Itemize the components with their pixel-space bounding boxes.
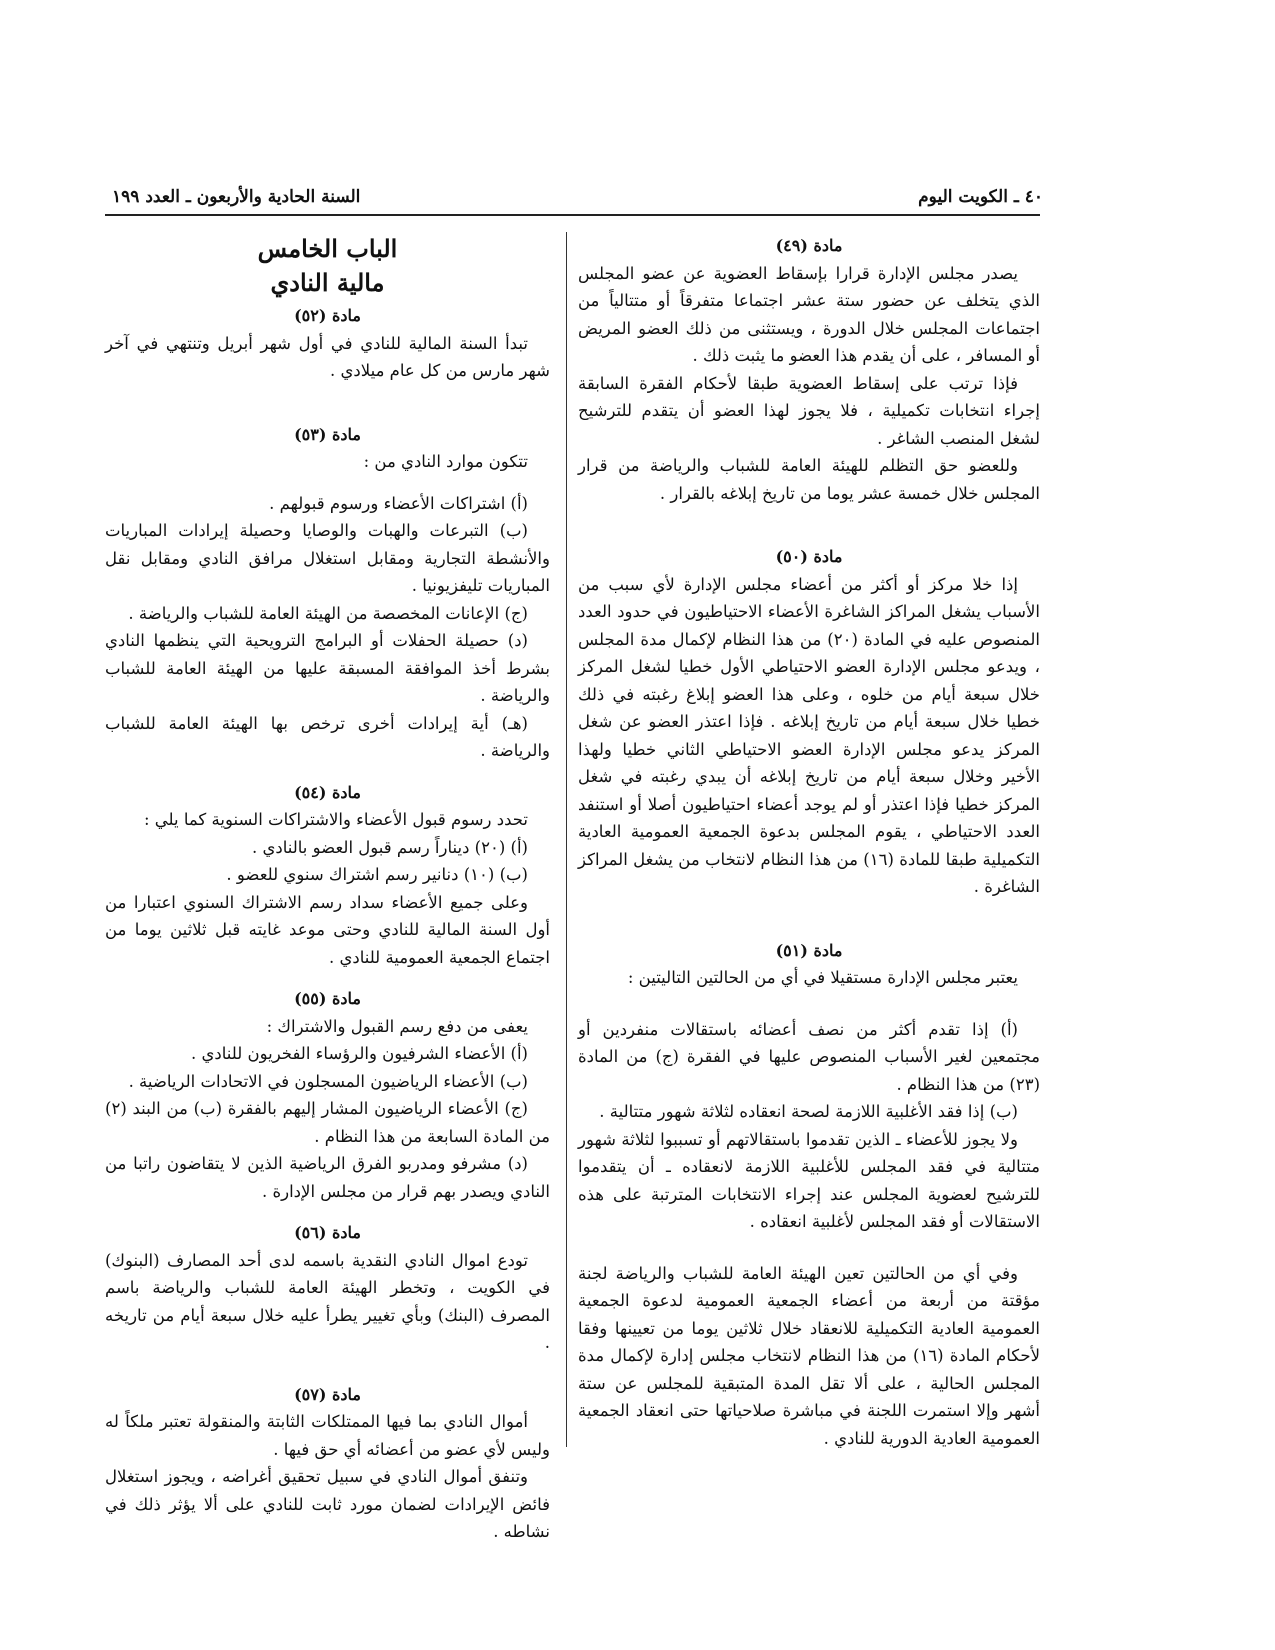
article-53-item-b: (ب) التبرعات والهبات والوصايا وحصيلة إيرادات المباريات والأنشطة التجارية ومقابل استغلال مرافق النادي ومقابل نقل المباريات تليفزيونيا . [105,521,550,595]
article-54-item-a: (أ) (٢٠) ديناراً رسم قبول العضو بالنادي . [251,837,528,857]
article-49-title: مادة (٤٩) [775,236,843,255]
article-51-paragraph: وفي أي من الحالتين تعين الهيئة العامة للشباب والرياضة لجنة مؤقتة من أربعة من أعضاء الجمعية العمومية لدعوة الجمعية العمومية العادية التكميلية للانعقاد خلال ثلاثين يوما من تعيينها وفقا لأحكام المادة (١٦) من هذا النظام لانتخاب مجلس إدارة لإكمال مدة المجلس الحالية ، على ألا تقل المدة المتبقية للمجلس عن ستة أشهر وإلا استمرت اللجنة في مباشرة صلاحياتها حتى انعقاد الجمعية العمومية العادية الدورية للنادي . [578,1263,1040,1448]
article-54-item-b: (ب) (١٠) دنانير رسم اشتراك سنوي للعضو . [226,865,528,884]
article-55-intro: يعفى من دفع رسم القبول والاشتراك : [266,1016,528,1036]
article-54-paragraph: وعلى جميع الأعضاء سداد رسم الاشتراك السنوي اعتبارا من أول السنة المالية للنادي وحتى موعد غايته قبل ثلاثين يوما من اجتماع الجمعية العمومية للنادي . [105,892,550,967]
article-53-item-a: (أ) اشتراكات الأعضاء ورسوم قبولهم . [269,493,528,513]
article-57-title: مادة (٥٧) [294,1384,361,1404]
article-49-paragraph: وللعضو حق التظلم للهيئة العامة للشباب والرياضة من قرار المجلس خلال خمسة عشر يوما من تاريخ إبلاغه بالقرار . [578,456,1040,503]
article-49-paragraph: يصدر مجلس الإدارة قرارا بإسقاط العضوية عن عضو المجلس الذي يتخلف عن حضور ستة عشر اجتماعا متفرقاً أو متتالياً من اجتماعات المجلس خلال الدورة ، ويستثنى من ذلك العضو المريض أو المسافر ، على أن يقدم هذا العضو ما يثبت ذلك . [578,263,1040,365]
article-51-item-a: (أ) إذا تقدم أكثر من نصف أعضائه باستقالات منفردين أو مجتمعين لغير الأسباب المنصوص عليها في الفقرة (ج) من المادة (٢٣) من هذا النظام . [578,1019,1040,1094]
article-53-title: مادة (٥٣) [294,424,361,444]
article-53-item-e: (هـ) أية إيرادات أخرى ترخص بها الهيئة العامة للشباب والرياضة . [105,713,550,760]
article-55-item-d: (د) مشرفو ومدربو الفرق الرياضية الذين لا يتقاضون راتبا من النادي ويصدر بهم قرار من مجلس الإدارة . [105,1154,550,1201]
article-54-title: مادة (٥٤) [294,782,361,802]
article-55-title: مادة (٥٥) [294,989,361,1008]
article-55-item-a: (أ) الأعضاء الشرفيون والرؤساء الفخريون للنادي . [190,1044,528,1063]
article-57-paragraph: أموال النادي بما فيها الممتلكات الثابتة والمنقولة تعتبر ملكاً له وليس لأي عضو من أعضائه أي حق فيها . [105,1412,550,1459]
article-53-item-d: (د) حصيلة الحفلات أو البرامج الترويحية التي ينظمها النادي بشرط أخذ الموافقة المسبقة عليها من الهيئة العامة للشباب والرياضة . [105,631,550,705]
article-55-item-b: (ب) الأعضاء الرياضيون المسجلون في الاتحادات الرياضية . [128,1071,528,1091]
article-51-title: مادة (٥١) [775,940,843,960]
article-56-title: مادة (٥٦) [294,1223,361,1242]
article-55-item-c: (ج) الأعضاء الرياضيون المشار إليهم بالفقرة (ب) من البند (٢) من المادة السابعة من هذا النظام . [105,1099,550,1146]
article-51-intro: يعتبر مجلس الإدارة مستقيلا في أي من الحالتين التاليتين : [627,968,1018,987]
right-column [578,232,1040,1452]
article-57-paragraph: وتنفق أموال النادي في سبيل تحقيق أغراضه ، ويجوز استغلال فائض الإيرادات لضمان مورد ثابت للنادي على ألا يؤثر ذلك في نشاطه . [105,1467,550,1541]
chapter-title: الباب الخامس [257,234,398,263]
article-52-paragraph: تبدأ السنة المالية للنادي في أول شهر أبريل وتنتهي في آخر شهر مارس من كل عام ميلادي . [105,333,550,380]
article-53-item-c: (ج) الإعانات المخصصة من الهيئة العامة للشباب والرياضة . [128,603,528,623]
article-49-paragraph: فإذا ترتب على إسقاط العضوية طبقا لأحكام الفقرة السابقة إجراء انتخابات تكميلية ، فلا يجوز لهذا العضو أن يتقدم للترشيح لشغل المنصب الشاغر . [578,373,1040,448]
page-number-title: ٤٠ ـ الكويت اليوم [918,187,1043,207]
article-54-intro: تحدد رسوم قبول الأعضاء والاشتراكات السنوية كما يلي : [144,810,528,829]
article-56-paragraph: تودع اموال النادي النقدية باسمه لدى أحد المصارف (البنوك) في الكويت ، وتخطر الهيئة العامة للشباب والرياضة باسم المصرف (البنك) وبأي تغيير يطرأ عليه خلال سبعة أيام من تاريخه . [105,1250,550,1352]
left-column [105,232,550,1546]
article-52-title: مادة (٥٢) [294,306,361,325]
header-rule [105,214,1040,216]
article-50-paragraph: إذا خلا مركز أو أكثر من أعضاء مجلس الإدارة لأي سبب من الأسباب يشغل المراكز الشاغرة الأعضاء الاحتياطيون في حدود العدد المنصوص عليه في المادة (٢٠) من هذا النظام لإكمال مدة المجلس ، ويدعو مجلس الإدارة العضو الاحتياطي الأول خطيا لشغل المركز خلال سبعة أيام من خلوه ، وعلى هذا العضو إبلاغ رغبته في ذلك خطيا خلال سبعة أيام من تاريخ إبلاغه . فإذا اعتذر العضو عن شغل المركز يدعو مجلس الإدارة العضو الاحتياطي الثاني خطيا ولهذا الأخير وخلال سبعة أيام من تاريخ إبلاغه أن يبدي رغبته في شغل المركز خطيا فإذا اعتذر أو لم يوجد أعضاء احتياطيون أصلا أو استنفد العدد الاحتياطي ، يقوم المجلس بدعوة الجمعية العمومية العادية التكميلية طبقا للمادة (١٦) من هذا النظام لانتخاب من يشغل المراكز الشاغرة . [578,574,1040,896]
chapter-subtitle: مالية النادي [270,268,385,297]
issue-info: السنة الحادية والأربعون ـ العدد ١٩٩ [112,187,361,207]
article-53-intro: تتكون موارد النادي من : [363,452,528,471]
column-divider [566,232,567,1447]
article-50-title: مادة (٥٠) [775,547,843,566]
article-51-paragraph: ولا يجوز للأعضاء ـ الذين تقدموا باستقالاتهم أو تسببوا لثلاثة شهور متتالية في فقد المجلس للأغلبية اللازمة لانعقاده ـ أن يتقدموا للترشيح لعضوية المجلس عند إجراء الانتخابات المترتبة على هذه الاستقالات أو فقد المجلس لأغلبية انعقاده . [578,1129,1040,1231]
article-51-item-b: (ب) إذا فقد الأغلبية اللازمة لصحة انعقاده لثلاثة شهور متتالية . [599,1102,1018,1121]
